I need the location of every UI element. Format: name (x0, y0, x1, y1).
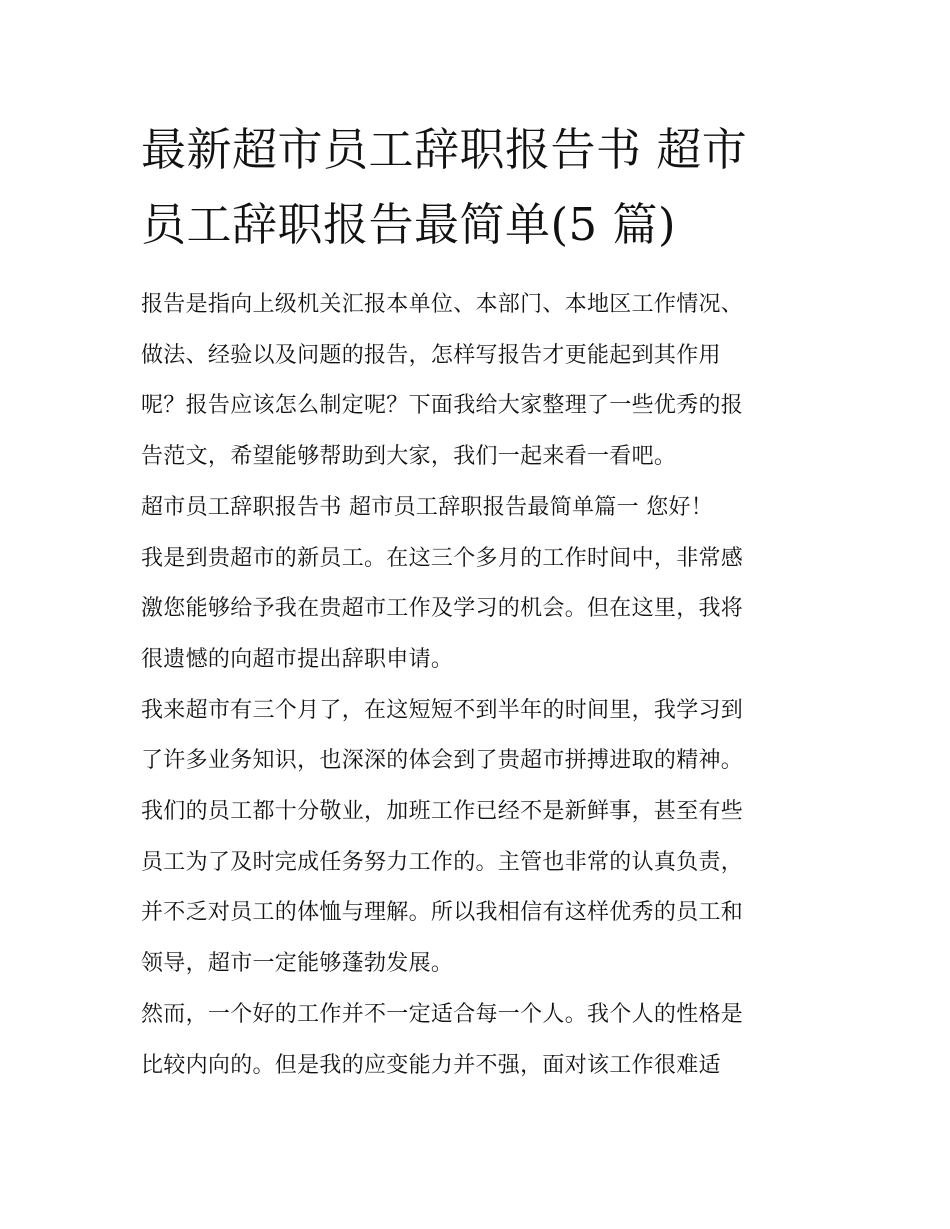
paragraph-body-3 (141, 990, 813, 1091)
text-line: 很遗憾的向超市提出辞职申请。 (141, 646, 454, 672)
text-line: 并不乏对员工的体恤与理解。所以我相信有这样优秀的员工和 (141, 900, 744, 926)
text-line: 告范文，希望能够帮助到大家，我们一起来看一看吧。 (141, 444, 677, 470)
text-line: 然而，一个好的工作并不一定适合每一个人。我个人的性格是 (141, 1001, 744, 1027)
text-line: 领导，超市一定能够蓬勃发展。 (141, 951, 454, 977)
paragraph-body-1 (141, 534, 813, 686)
text-line: 员工为了及时完成任务努力工作的。主管也非常的认真负责， (141, 849, 744, 875)
text-line: 我是到贵超市的新员工。在这三个多月的工作时间中，非常感 (141, 545, 744, 571)
text-line: 激您能够给予我在贵超市工作及学习的机会。但在这里，我将 (141, 596, 744, 622)
text-line: 我来超市有三个月了，在这短短不到半年的时间里，我学习到 (141, 697, 744, 723)
document-content (141, 112, 813, 1091)
text-line: 做法、经验以及问题的报告，怎样写报告才更能起到其作用 (141, 342, 721, 368)
text-line: 呢？报告应该怎么制定呢？下面我给大家整理了一些优秀的报 (141, 393, 744, 419)
text-line: 了许多业务知识，也深深的体会到了贵超市拼搏进取的精神。 (141, 748, 744, 774)
paragraph-body-2 (141, 686, 813, 990)
title-line: 最新超市员工辞职报告书 超市 (141, 123, 748, 176)
paragraph-heading-1 (141, 483, 813, 534)
paragraph-intro (141, 280, 813, 483)
text-line: 超市员工辞职报告书 超市员工辞职报告最简单篇一 您好！ (141, 494, 714, 520)
text-line: 报告是指向上级机关汇报本单位、本部门、本地区工作情况、 (141, 292, 744, 317)
text-line: 比较内向的。但是我的应变能力并不强，面对该工作很难适 (141, 1052, 721, 1078)
title-line: 员工辞职报告最简单(5 篇) (141, 198, 677, 251)
document-title (141, 112, 813, 262)
text-line: 我们的员工都十分敬业，加班工作已经不是新鲜事，甚至有些 (141, 799, 744, 825)
